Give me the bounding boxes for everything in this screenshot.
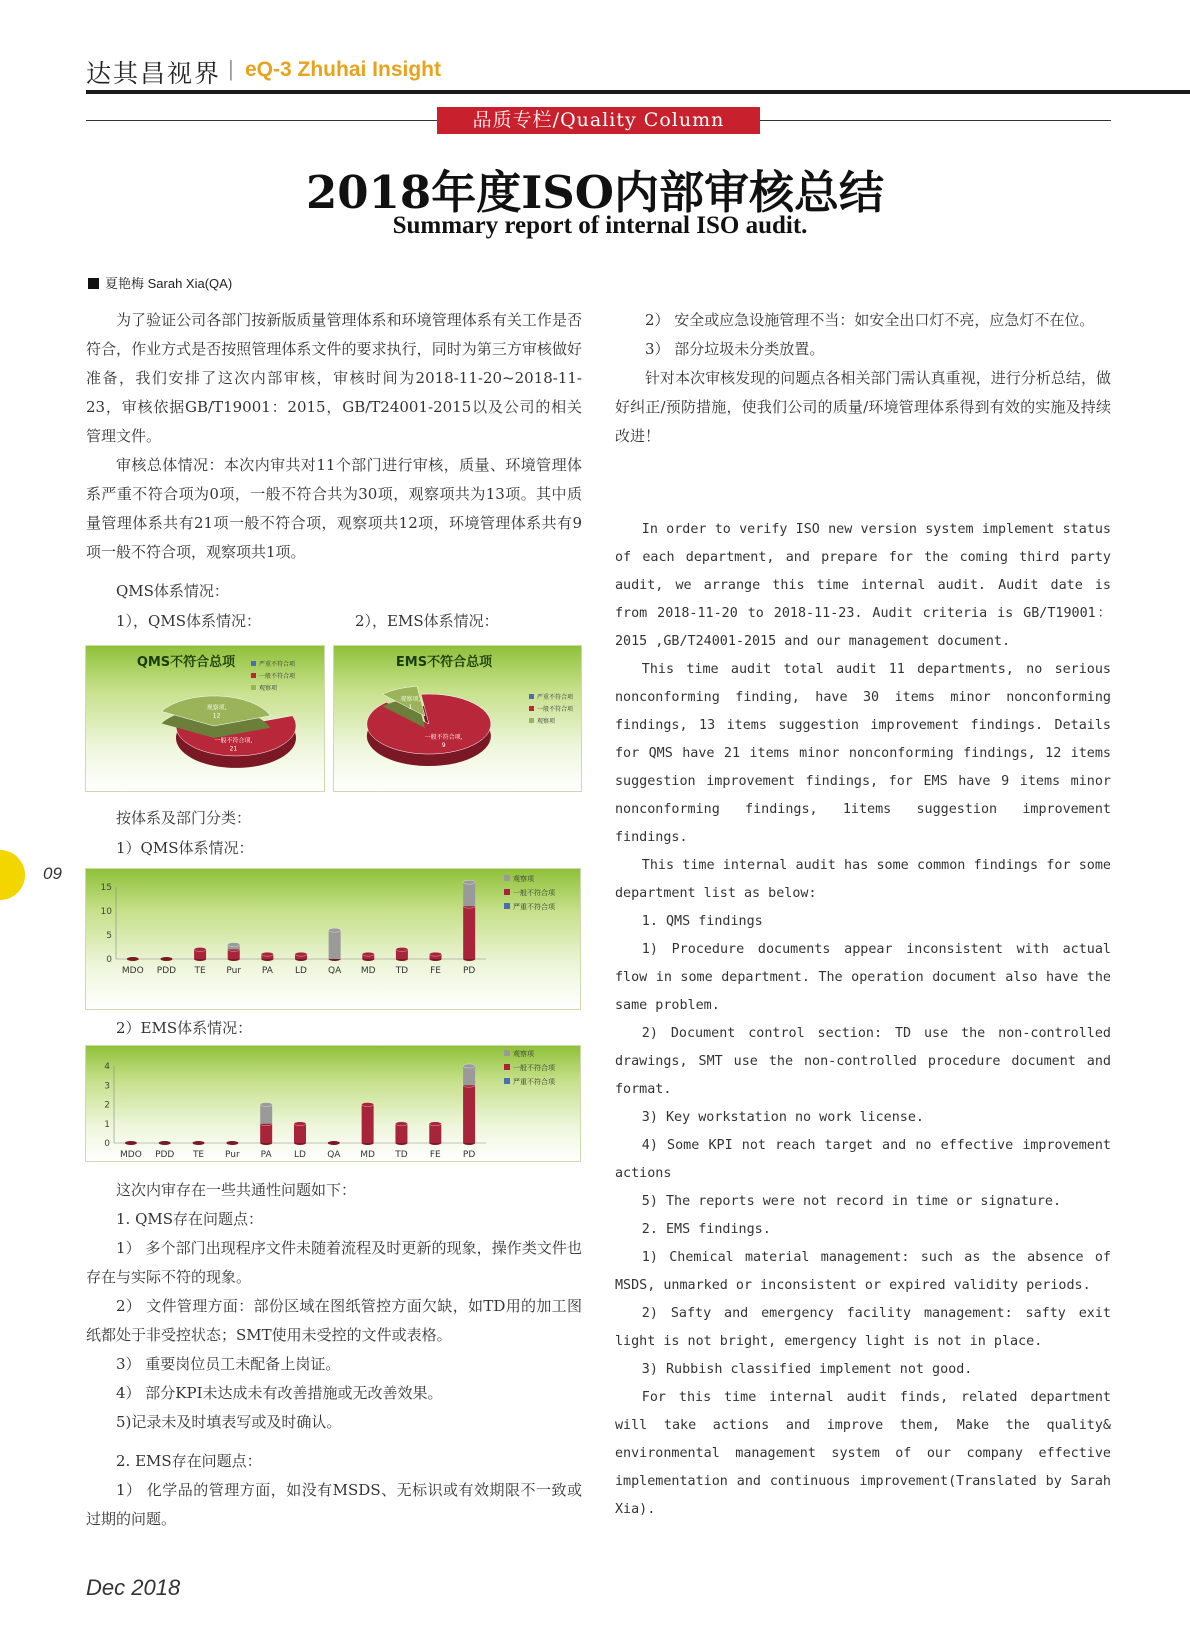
bar-legend-swatch [504, 889, 510, 895]
bar-base [193, 1141, 205, 1145]
en-ems-finding-1: 1) Chemical material management: such as the absence of MSDS, unmarked or inconsistent or expired validity periods. [615, 1250, 1111, 1293]
bar-ems-label: 2）EMS体系情况： [116, 1019, 253, 1037]
bar-legend-label: 一般不符合项 [513, 1064, 555, 1072]
bar-cap [396, 947, 408, 951]
x-tick-label: TE [194, 966, 206, 976]
bar-legend-label: 一般不符合项 [513, 889, 555, 897]
right-column-en [615, 516, 1111, 1524]
x-tick-label: TD [395, 966, 409, 976]
pie-data-label: 12 [212, 712, 221, 720]
pie-data-label: 一般不符合项, [424, 733, 463, 741]
x-tick-label: PD [462, 1150, 476, 1160]
x-tick-label: PA [260, 1150, 272, 1160]
bar-cap [329, 928, 341, 932]
pie-title: QMS不符合总项 [136, 655, 236, 670]
intro-paragraph-1: 为了验证公司各部门按新版质量管理体系和环境管理体系有关工作是否符合，作业方式是否按照管理体系文件的要求执行，同时为第三方审核做好准备，我们安排了这次内部审核，审核时间为2018-11-20~2018-11-23，审核依据GB/T19001：2015，GB/T24001-2015以及公司的相关管理文件。 [86, 311, 582, 445]
header-rule [86, 90, 1190, 94]
qms-issue-3: 3） 重要岗位员工未配备上岗证。 [116, 1355, 341, 1373]
x-tick-label: MDO [120, 1150, 142, 1160]
ems-issue-2: 2） 安全或应急设施管理不当：如安全出口灯不亮，应急灯不在位。 [645, 311, 1095, 329]
x-tick-label: MD [360, 966, 376, 976]
en-paragraph-1: In order to verify ISO new version system implement status of each department, and prepare for the coming third party audit, we arrange this time internal audit. Audit date is from 2018-11-20 to 2018-11-23. Audit criteria is GB/T19001：2015 ,GB/T24001-2015 and our management document. [615, 522, 1111, 649]
y-tick-label: 5 [106, 931, 112, 941]
bar [463, 1066, 475, 1085]
bar [463, 906, 475, 959]
bar-legend-swatch [504, 903, 510, 909]
bar [429, 1124, 441, 1143]
bar [260, 1124, 272, 1143]
ems-issue-3: 3） 部分垃圾未分类放置。 [645, 340, 825, 358]
y-tick-label: 2 [104, 1100, 110, 1111]
bullet-square-icon [88, 278, 99, 289]
qms-status-label: QMS体系情况： [116, 582, 229, 600]
qms-issue-1: 1） 多个部门出现程序文件未随着流程及时更新的现象，操作类文件也存在与实际不符的现象。 [86, 1239, 582, 1286]
bar-legend-label: 严重不符合项 [513, 903, 555, 911]
en-paragraph-2: This time audit total audit 11 departments, no serious nonconforming finding, have 30 items minor nonconforming findings, 13 items suggestion improvement findings. Details for QMS have 21 items minor nonconforming findings, 12 items suggestion improvement findings, for EMS have 9 items minor nonconforming findings, 1items suggestion improvement findings. [615, 662, 1111, 845]
en-qms-finding-1: 1) Procedure documents appear inconsistent with actual flow in some department. The operation document also have the same problem. [615, 942, 1111, 1013]
ems-issues-heading: 2. EMS存在问题点： [116, 1452, 262, 1470]
bar [329, 930, 341, 959]
brand-separator: | [228, 56, 234, 81]
pie-legend-swatch [251, 661, 256, 666]
x-tick-label: PA [261, 966, 273, 976]
pie-data-label: 一般不符合项, [214, 737, 253, 745]
y-tick-label: 0 [104, 1139, 110, 1149]
en-paragraph-3: This time internal audit has some common findings for some department list as below: [615, 858, 1111, 901]
bar [294, 1124, 306, 1143]
article-title-en: Summary report of internal ISO audit. [392, 212, 808, 239]
qms-bar-chart [85, 868, 581, 1010]
ems-issue-1: 1） 化学品的管理方面，如没有MSDS、无标识或有效期限不一致或过期的问题。 [86, 1481, 582, 1528]
x-tick-label: QA [327, 1150, 341, 1160]
pie-legend-swatch [251, 673, 256, 678]
bar [463, 1085, 475, 1143]
pie-ems-label: 2），EMS体系情况： [355, 612, 499, 630]
magazine-brand-cn: 达其昌视界 [86, 59, 222, 88]
bar [362, 1105, 374, 1144]
bar-cap [294, 1122, 306, 1126]
pie-legend-swatch [529, 718, 534, 723]
pie-legend-label: 观察项 [537, 718, 556, 725]
page-number: 09 [43, 864, 62, 883]
en-ems-finding-3: 3) Rubbish classified implement not good. [641, 1362, 973, 1377]
pie-legend-swatch [529, 694, 534, 699]
bar-cap [429, 1122, 441, 1126]
x-tick-label: PDD [156, 966, 177, 976]
author-byline [88, 273, 232, 292]
en-ems-finding-2: 2) Safty and emergency facility management: safty exit light is not bright, emergency light is not in place. [615, 1306, 1111, 1349]
author-name: 夏艳梅 Sarah Xia(QA) [105, 276, 233, 291]
x-tick-label: FE [429, 1150, 441, 1160]
issue-date: Dec 2018 [86, 1575, 181, 1600]
bar-base [125, 1141, 137, 1145]
qms-issue-5: 5)记录未及时填表写或及时确认。 [116, 1413, 342, 1431]
x-tick-label: MDO [121, 966, 144, 976]
x-tick-label: MD [360, 1150, 375, 1160]
y-tick-label: 10 [100, 907, 112, 917]
common-issues-heading: 这次内审存在一些共通性问题如下： [116, 1181, 357, 1199]
pie-slice [367, 694, 491, 754]
by-dept-label: 按体系及部门分类： [116, 809, 252, 827]
pie-title: EMS不符合总项 [395, 655, 493, 670]
bar-cap [395, 1122, 407, 1126]
ems-pie-svg [334, 646, 581, 791]
qms-bar-svg [86, 869, 580, 1009]
bar-legend-label: 观察项 [513, 875, 534, 883]
x-tick-label: PD [463, 966, 476, 976]
bar [395, 1124, 407, 1143]
bar-cap [430, 952, 442, 956]
bar-cap [463, 1064, 475, 1068]
magazine-brand-en: eQ-3 Zhuhai Insight [245, 58, 442, 81]
bar-base [226, 1141, 238, 1145]
x-tick-label: TD [395, 1150, 408, 1160]
pie-data-label: 观察项, [206, 704, 227, 712]
ems-bar-svg [86, 1046, 580, 1161]
pie-data-label: 9 [441, 741, 446, 749]
pie-legend-swatch [529, 706, 534, 711]
pie-data-label: 1 [408, 704, 413, 712]
x-tick-label: PDD [155, 1150, 175, 1160]
bar-cap [194, 947, 206, 951]
x-tick-label: Pur [225, 1150, 240, 1160]
pie-legend-swatch [251, 685, 256, 690]
en-qms-heading: 1. QMS findings [641, 914, 763, 929]
y-tick-label: 3 [104, 1081, 110, 1092]
pie-qms-label: 1），QMS体系情况： [116, 612, 261, 630]
ems-pie-chart [333, 645, 582, 792]
bar-legend-swatch [504, 875, 510, 881]
closing-paragraph-cn: 针对本次审核发现的问题点各相关部门需认真重视，进行分析总结，做好纠正/预防措施，使我们公司的质量/环境管理体系得到有效的实施及持续改进！ [615, 369, 1111, 445]
bar-legend-swatch [504, 1078, 510, 1084]
bar-qms-label: 1）QMS体系情况： [116, 839, 254, 857]
bar-legend-label: 严重不符合项 [513, 1078, 555, 1086]
en-ems-heading: 2. EMS findings. [641, 1222, 771, 1237]
en-qms-finding-5: 5) The reports were not record in time or signature. [641, 1194, 1062, 1209]
left-column-issues [86, 1176, 582, 1534]
y-tick-label: 1 [104, 1119, 110, 1130]
bar-cap [295, 952, 307, 956]
pie-legend-label: 严重不符合项 [537, 694, 574, 701]
bar-cap [228, 943, 240, 947]
bar-base [328, 1141, 340, 1145]
qms-pie-svg [86, 646, 324, 791]
pie-legend-label: 一般不符合项 [259, 673, 296, 680]
x-tick-label: LD [294, 1150, 306, 1160]
article-title-cn: 2018年度ISO内部审核总结 [306, 166, 884, 219]
bar-base [127, 957, 139, 961]
en-qms-finding-2: 2) Document control section: TD use the non-controlled drawings, SMT use the non-controlled procedure document and format. [615, 1026, 1111, 1097]
qms-issues-heading: 1. QMS存在问题点： [116, 1210, 264, 1228]
qms-issue-2: 2） 文件管理方面：部份区域在图纸管控方面欠缺，如TD用的加工图纸都处于非受控状态；SMT使用未受控的文件或表格。 [86, 1297, 582, 1344]
bar-legend-swatch [504, 1064, 510, 1070]
bar-cap [261, 952, 273, 956]
bar [260, 1105, 272, 1124]
bar-legend-label: 观察项 [513, 1050, 534, 1058]
y-tick-label: 0 [106, 955, 112, 965]
left-column-intro [86, 306, 582, 567]
pie-legend-label: 观察项 [259, 685, 278, 692]
y-tick-label: 15 [100, 883, 112, 893]
bar-cap [260, 1103, 272, 1107]
right-column-cn [615, 306, 1111, 451]
y-tick-label: 4 [104, 1062, 110, 1072]
bar-cap [362, 952, 374, 956]
bar [463, 882, 475, 906]
bar-base [160, 957, 172, 961]
x-tick-label: Pur [226, 966, 242, 976]
bar-cap [463, 880, 475, 884]
bar-base [159, 1141, 171, 1145]
intro-paragraph-2: 审核总体情况：本次内审共对11个部门进行审核，质量、环境管理体系严重不符合项为0项，一般不符合共为30项，观察项共为13项。其中质量管理体系共有21项一般不符合项，观察项共12项，环境管理体系共有9项一般不符合项，观察项共1项。 [86, 456, 582, 561]
qms-issue-4: 4） 部分KPI未达成未有改善措施或无改善效果。 [116, 1384, 443, 1402]
page-marker-circle [0, 850, 25, 900]
x-tick-label: LD [295, 966, 307, 976]
column-tag: 品质专栏/Quality Column [437, 107, 760, 134]
bar-cap [362, 1103, 374, 1107]
pie-data-label: 21 [229, 745, 238, 753]
en-qms-finding-4: 4) Some KPI not reach target and no effective improvement actions [615, 1138, 1111, 1181]
x-tick-label: FE [430, 966, 441, 976]
ems-bar-chart [85, 1045, 581, 1162]
en-closing-paragraph: For this time internal audit finds, related department will take actions and improve them, Make the quality& environmental management system of our company effective implementation and continuous improvement(Translated by Sarah Xia). [615, 1390, 1111, 1517]
x-tick-label: TE [192, 1150, 205, 1160]
pie-data-label: 观察项, [400, 696, 421, 704]
x-tick-label: QA [328, 966, 342, 976]
bar-legend-swatch [504, 1050, 510, 1056]
pie-legend-label: 严重不符合项 [259, 661, 296, 668]
pie-legend-label: 一般不符合项 [537, 706, 574, 713]
qms-pie-chart [85, 645, 325, 792]
en-qms-finding-3: 3) Key workstation no work license. [641, 1110, 924, 1125]
